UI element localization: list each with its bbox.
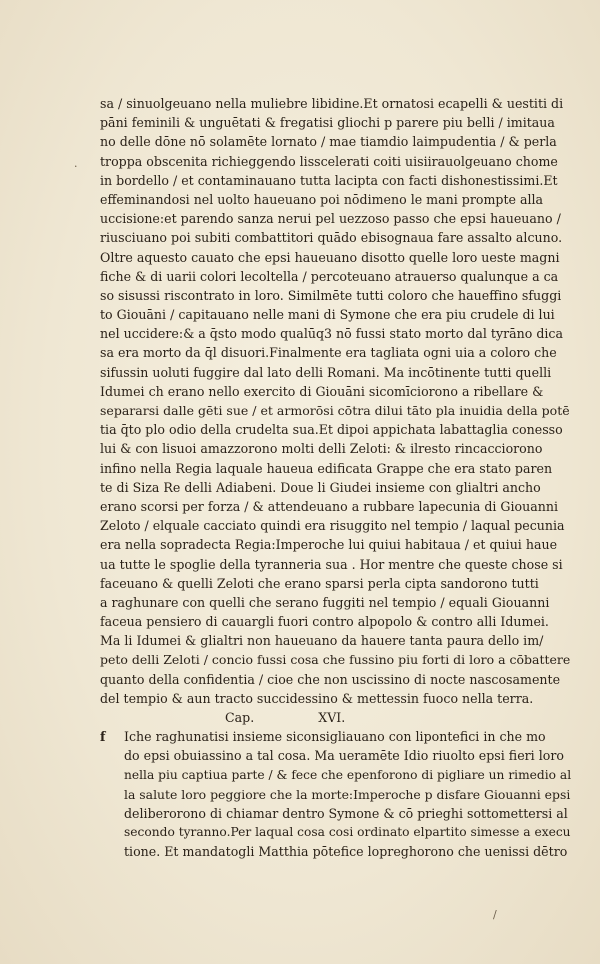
text-line: a raghunare con quelli che serano fuggiti nel tempio / equali Giouanni bbox=[100, 594, 550, 610]
text-line: lui & con lisuoi amazzorono molti delli Zeloti: & ilresto rincacciorono bbox=[100, 441, 543, 457]
text-line: no delle dōne nō solamēte lornato / mae tiamdio laimpudentia / & perla bbox=[100, 134, 557, 150]
text-line: do epsi obuiassino a tal cosa. Ma ueramēte Idio riuolto epsi fieri loro bbox=[124, 748, 564, 764]
text-line: pāni feminili & unguētati & fregatisi gliochi p parere piu belli / imitaua bbox=[100, 115, 555, 131]
text-line: sa era morto da q̄l disuori.Finalmente era tagliata ogni uia a coloro che bbox=[100, 345, 557, 361]
text-line: faceua pensiero di cauargli fuori contro alpopolo & contro alli Idumei. bbox=[100, 614, 549, 630]
text-line: in bordello / et contaminauano tutta lacipta con facti dishonestissimi.Et bbox=[100, 172, 558, 188]
margin-mark: / bbox=[493, 908, 497, 921]
text-line: Idumei ch erano nello exercito di Giouāni sicomīciorono a ribellare & bbox=[100, 383, 544, 399]
text-line: te di Siza Re delli Adiabeni. Doue li Giudei insieme con glialtri ancho bbox=[100, 479, 541, 495]
text-line: separarsi dalle gēti sue / et armorōsi cōtra dilui tāto pla inuidia della potē bbox=[100, 403, 570, 418]
paragraph-1 bbox=[100, 94, 570, 708]
text-line: sa / sinuolgeuano nella muliebre libidine.Et ornatosi ecapelli & uestiti di bbox=[100, 96, 564, 111]
text-line: del tempio & aun tracto succidessino & mettessin fuoco nella terra. bbox=[100, 690, 534, 706]
paragraph-2 bbox=[100, 727, 570, 861]
text-line: sifussin uoluti fuggire dal lato delli Romani. Ma incōtinente tutti quelli bbox=[100, 364, 552, 380]
text-line: tione. Et mandatogli Matthia pōtefice lopreghorono che uenissi dētro bbox=[124, 844, 568, 860]
margin-mark: · bbox=[74, 160, 78, 173]
text-line: deliberorono di chiamar dentro Symone & cō prieghi sottomettersi al bbox=[124, 805, 568, 821]
text-line: so sisussi riscontrato in loro. Similmēte tutti coloro che haueffino sfuggi bbox=[100, 287, 562, 303]
text-line: quanto della confidentia / cioe che non uscissino di nocte nascosamente bbox=[100, 671, 561, 687]
text-line bbox=[100, 727, 570, 746]
text-line: era nella sopradecta Regia:Imperoche lui quiui habitaua / et quiui haue bbox=[100, 537, 558, 553]
text-line: erano scorsi per forza / & attendeuano a rubbare lapecunia di Giouanni bbox=[100, 498, 558, 514]
text-line: effeminandosi nel uolto haueuano poi nōdimeno le mani prompte alla bbox=[100, 191, 544, 207]
text-line: peto delli Zeloti / concio fussi cosa che fussino piu forti di loro a cōbattere bbox=[100, 652, 571, 668]
text-line: nella piu captiua parte / & fece che epenforono di pigliare un rimedio al bbox=[124, 767, 572, 782]
text-line: riusciuano poi subiti combattitori quādo ebisognaua fare assalto alcuno. bbox=[100, 230, 563, 246]
chapter-heading bbox=[100, 708, 570, 727]
text-line: la salute loro peggiore che la morte:Imperoche p disfare Giouanni epsi bbox=[124, 786, 571, 802]
chapter-cap: Cap. bbox=[225, 710, 255, 725]
chapter-number: XVI. bbox=[318, 710, 346, 725]
text-line: tia q̄to plo odio della crudelta sua.Et dipoi appichata labattaglia conesso bbox=[100, 422, 563, 438]
text-line: Oltre aquesto cauato che epsi haueuano disotto quelle loro ueste magni bbox=[100, 249, 560, 265]
text-line: nel uccidere:& a q̄sto modo qualūq3 nō fussi stato morto dal tyrāno dica bbox=[100, 326, 563, 342]
text-line: faceuano & quelli Zeloti che erano sparsi perla cipta sandorono tutti bbox=[100, 575, 539, 591]
text-line: Ma li Idumei & glialtri non haueuano da hauere tanta paura dello im/ bbox=[100, 633, 544, 649]
text-line: fiche & di uarii colori lecoltella / percoteuano atrauerso qualunque a ca bbox=[100, 268, 559, 284]
text-line: Zeloto / elquale cacciato quindi era risuggito nel tempio / laqual pecunia bbox=[100, 518, 565, 534]
text-line: troppa obscenita richieggendo lisscelerati coiti uisiirauolgeuano chome bbox=[100, 153, 558, 169]
text-line: infino nella Regia laquale haueua edificata Grappe che era stato paren bbox=[100, 460, 553, 476]
text-line-content: Iche raghunatisi insieme siconsigliauano con lipontefici in che mo bbox=[124, 729, 546, 745]
text-line: to Giouāni / capitauano nelle mani di Symone che era piu crudele di lui bbox=[100, 307, 555, 323]
initial-letter: f bbox=[100, 729, 106, 745]
text-line: uccisione:et parendo sanza nerui pel uezzoso passo che epsi haueuano / bbox=[100, 211, 561, 227]
text-line: secondo tyranno.Per laqual cosa cosi ordinato elpartito simesse a execu bbox=[124, 825, 571, 840]
text-line: ua tutte le spoglie della tyranneria sua . Hor mentre che queste chose si bbox=[100, 556, 563, 572]
text-block bbox=[100, 94, 570, 862]
